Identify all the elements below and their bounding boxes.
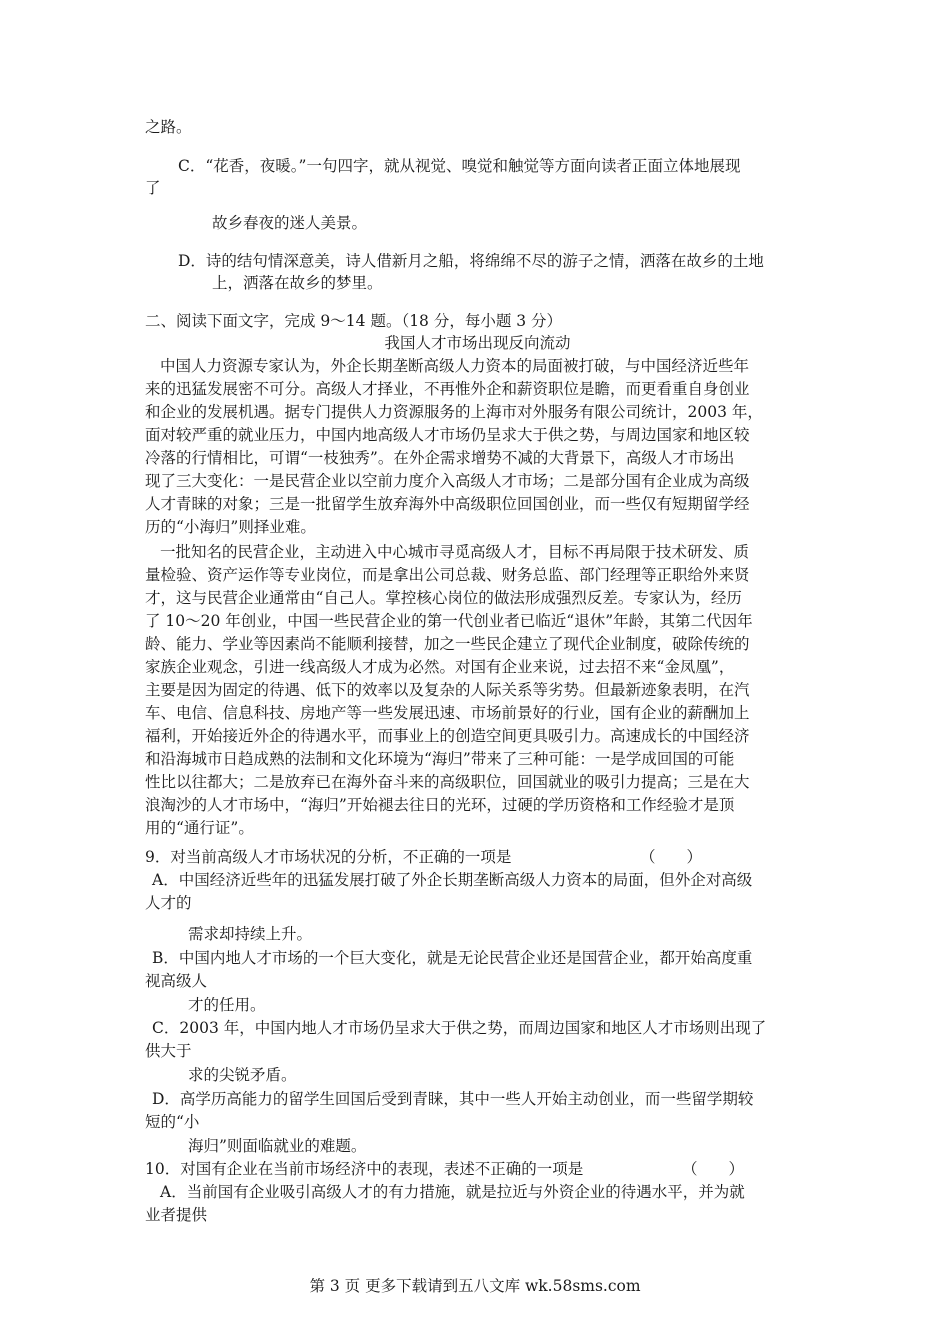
paragraph-line: 用的“通行证”。	[145, 819, 254, 837]
answer-blank: （ ）	[640, 848, 703, 866]
text-line: 业者提供	[145, 1206, 208, 1224]
paragraph-line: 和企业的发展机遇。据专门提供人力资源服务的上海市对外服务有限公司统计，2003 年，	[145, 403, 763, 421]
option-d-line: D．高学历高能力的留学生回国后受到青睐，其中一些人开始主动创业，而一些留学期较	[152, 1090, 754, 1108]
text-line: 短的“小	[145, 1113, 200, 1131]
text-line: 供大于	[145, 1042, 192, 1060]
text-line: 了	[145, 179, 161, 197]
paragraph-line: 中国人力资源专家认为，外企长期垄断高级人力资本的局面被打破，与中国经济近些年	[160, 357, 750, 375]
paragraph-line: 来的迅猛发展密不可分。高级人才择业，不再惟外企和薪资职位是瞻，而更看重自身创业	[145, 380, 750, 398]
paragraph-line: 现了三大变化：一是民营企业以空前力度介入高级人才市场；二是部分国有企业成为高级	[145, 472, 750, 490]
paragraph-line: 车、电信、信息科技、房地产等一些发展迅速、市场前景好的行业，国有企业的薪酬加上	[145, 704, 750, 722]
option-c-line: C．2003 年，中国内地人才市场仍呈求大于供之势，而周边国家和地区人才市场则出现了	[152, 1019, 767, 1037]
paragraph-line: 龄、能力、学业等因素尚不能顺利接替，加之一些民企建立了现代企业制度，破除传统的	[145, 635, 750, 653]
option-c-line: C．“花香，夜暖。”一句四字，就从视觉、嗅觉和触觉等方面向读者正面立体地展现	[178, 157, 741, 175]
text-line: 故乡春夜的迷人美景。	[212, 214, 368, 232]
text-line: 才的任用。	[188, 996, 266, 1014]
option-b-line: B．中国内地人才市场的一个巨大变化，就是无论民营企业还是国营企业，都开始高度重	[152, 949, 753, 967]
option-a-line: A．中国经济近些年的迅猛发展打破了外企长期垄断高级人力资本的局面，但外企对高级	[152, 871, 753, 889]
page-footer: 第 3 页 更多下载请到五八文库 wk.58sms.com	[309, 1277, 641, 1295]
paragraph-line: 面对较严重的就业压力，中国内地高级人才市场仍呈求大于供之势，与周边国家和地区较	[145, 426, 750, 444]
section-heading: 二、阅读下面文字，完成 9～14 题。（18 分，每小题 3 分）	[145, 312, 563, 330]
paragraph-line: 福利，开始接近外企的待遇水平，而事业上的创造空间更具吸引力。高速成长的中国经济	[145, 727, 750, 745]
paragraph-line: 一批知名的民营企业，主动进入中心城市寻觅高级人才，目标不再局限于技术研发、质	[160, 543, 750, 561]
text-line: 求的尖锐矛盾。	[188, 1066, 297, 1084]
answer-blank: （ ）	[682, 1160, 745, 1178]
text-line: 海归”则面临就业的难题。	[188, 1137, 367, 1155]
paragraph-line: 了 10～20 年创业，中国一些民营企业的第一代创业者已临近“退休”年龄，其第二代因年	[145, 612, 753, 630]
question-9: 9．对当前高级人才市场状况的分析，不正确的一项是	[145, 848, 512, 866]
question-10: 10．对国有企业在当前市场经济中的表现，表述不正确的一项是	[145, 1160, 584, 1178]
option-d-line: D．诗的结句情深意美，诗人借新月之船，将绵绵不尽的游子之情，洒落在故乡的土地	[178, 252, 764, 270]
option-a-line: A．当前国有企业吸引高级人才的有力措施，就是拉近与外资企业的待遇水平，并为就	[160, 1183, 745, 1201]
text-line: 人才的	[145, 894, 192, 912]
paragraph-line: 量检验、资产运作等专业岗位，而是拿出公司总裁、财务总监、部门经理等正职给外来贤	[145, 566, 750, 584]
article-title: 我国人才市场出现反向流动	[384, 334, 571, 352]
paragraph-line: 主要是因为固定的待遇、低下的效率以及复杂的人际关系等劣势。但最新迹象表明，在汽	[145, 681, 750, 699]
paragraph-line: 家族企业观念，引进一线高级人才成为必然。对国有企业来说，过去招不来“金凤凰”，	[145, 658, 735, 676]
text-line: 需求却持续上升。	[188, 925, 313, 943]
text-line: 视高级人	[145, 972, 208, 990]
paragraph-line: 冷落的行情相比，可谓“一枝独秀”。在外企需求增势不减的大背景下，高级人才市场出	[145, 449, 735, 467]
paragraph-line: 人才青睐的对象；三是一批留学生放弃海外中高级职位回国创业，而一些仅有短期留学经	[145, 495, 750, 513]
paragraph-line: 和沿海城市日趋成熟的法制和文化环境为“海归”带来了三种可能：一是学成回国的可能	[145, 750, 735, 768]
text-line: 之路。	[145, 118, 192, 136]
paragraph-line: 浪淘沙的人才市场中，“海归”开始褪去往日的光环，过硬的学历资格和工作经验才是顶	[145, 796, 735, 814]
paragraph-line: 才，这与民营企业通常由“自己人。掌控核心岗位的做法形成强烈反差。专家认为，经历	[145, 589, 742, 607]
text-line: 上，洒落在故乡的梦里。	[212, 274, 383, 292]
paragraph-line: 性比以往都大；二是放弃已在海外奋斗来的高级职位，回国就业的吸引力提高；三是在大	[145, 773, 750, 791]
paragraph-line: 历的“小海归”则择业难。	[145, 518, 316, 536]
